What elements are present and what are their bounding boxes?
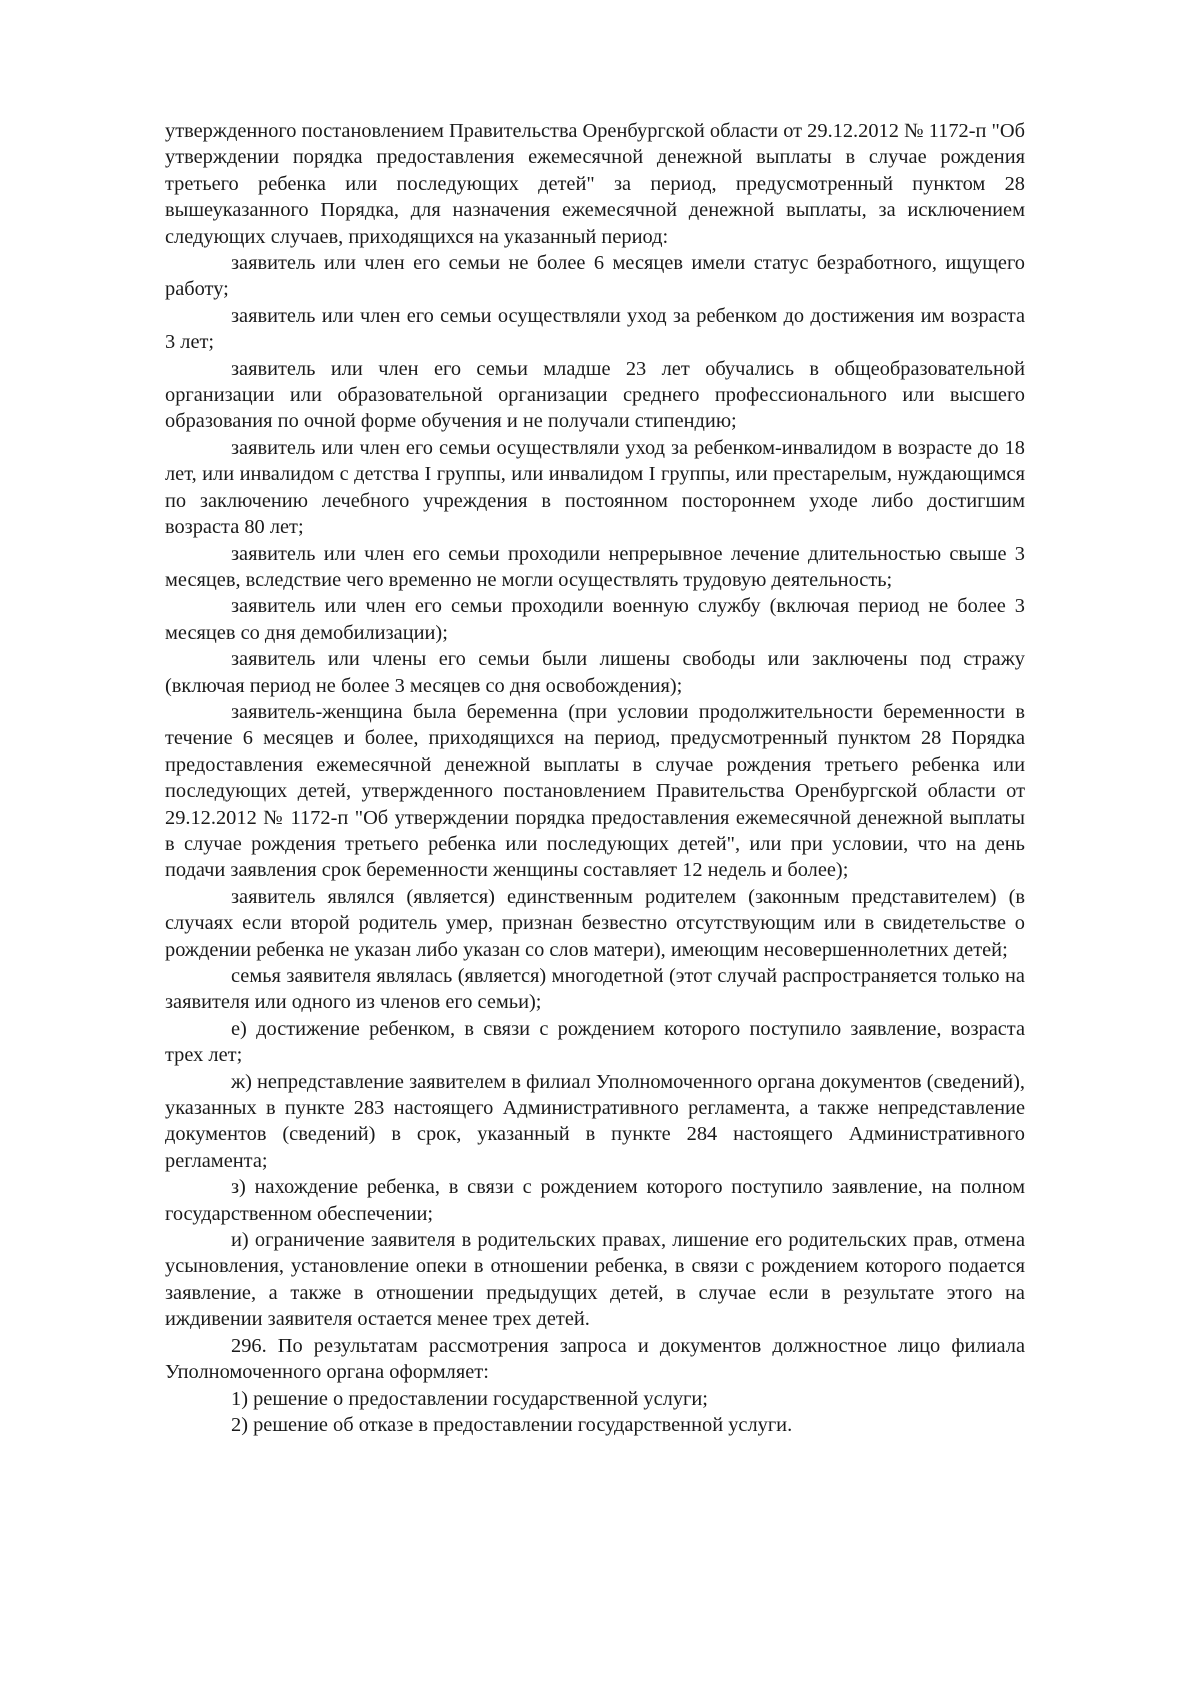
paragraph-students: заявитель или член его семьи младше 23 лет обучались в общеобразовательной организации или образовательной организации среднего профессионального или высшего образования по очной форме обучения и не получали стипендию;: [165, 357, 1025, 433]
paragraph-decision-refusal: 2) решение об отказе в предоставлении государственной услуги.: [231, 1413, 793, 1436]
paragraph-pregnancy: заявитель-женщина была беременна (при условии продолжительности беременности в течение 6 месяцев и более, приходящихся на период, предусмотренный пунктом 28 Порядка предоставления ежемесячной денежной выплаты в случае рождения третьего ребенка или последующих детей, утвержденного постановлением Правительства Оренбургской области от 29.12.2012 № 1172-п "Об утверждении порядка предоставления ежемесячной денежной выплаты в случае рождения третьего ребенка или последующих детей", или при условии, что на день подачи заявления срок беременности женщины составляет 12 недель и более);: [165, 700, 1025, 882]
paragraph-childcare: заявитель или член его семьи осуществляли уход за ребенком до достижения им возраста 3 лет;: [165, 304, 1025, 354]
paragraph-imprisonment: заявитель или члены его семьи были лишены свободы или заключены под стражу (включая период не более 3 месяцев со дня освобождения);: [165, 648, 1025, 697]
document-page: [165, 118, 1025, 1438]
paragraph-item-z: з) нахождение ребенка, в связи с рождением которого поступило заявление, на полном государственном обеспечении;: [165, 1176, 1025, 1225]
paragraph-single-parent: заявитель являлся (является) единственным родителем (законным представителем) (в случаях если второй родитель умер, признан безвестно отсутствующим или в свидетельстве о рождении ребенка не указан либо указан со слов матери), имеющим несовершеннолетних детей;: [165, 885, 1025, 961]
paragraph-large-family: семья заявителя являлась (является) многодетной (этот случай распространяется только на заявителя или одного из членов его семьи);: [165, 965, 1025, 1014]
paragraph-treatment: заявитель или член его семьи проходили непрерывное лечение длительностью свыше 3 месяцев, вследствие чего временно не могли осуществлять трудовую деятельность;: [165, 542, 1025, 591]
paragraph-item-e: е) достижение ребенком, в связи с рождением которого поступило заявление, возраста трех лет;: [165, 1017, 1025, 1067]
paragraph-continuation: утвержденного постановлением Правительства Оренбургской области от 29.12.2012 № 1172-п "Об утверждении порядка предоставления ежемесячной денежной выплаты в случае рождения третьего ребенка или последующих детей" за период, предусмотренный пунктом 28 вышеуказанного Порядка, для назначения ежемесячной денежной выплаты, за исключением следующих случаев, приходящихся на указанный период:: [165, 120, 1025, 248]
paragraph-unemployed: заявитель или член его семьи не более 6 месяцев имели статус безработного, ищущего работу;: [165, 252, 1025, 301]
paragraph-item-zh: ж) непредставление заявителем в филиал Уполномоченного органа документов (сведений), указанных в пункте 283 настоящего Административного регламента, а также непредставление документов (сведений) в срок, указанный в пункте 284 настоящего Административного регламента;: [165, 1070, 1025, 1172]
paragraph-296: 296. По результатам рассмотрения запроса и документов должностное лицо филиала Уполномоченного органа оформляет:: [165, 1334, 1025, 1384]
paragraph-decision-grant: 1) решение о предоставлении государственной услуги;: [231, 1387, 708, 1410]
paragraph-military: заявитель или член его семьи проходили военную службу (включая период не более 3 месяцев со дня демобилизации);: [165, 595, 1025, 644]
paragraph-disabled-care: заявитель или член его семьи осуществляли уход за ребенком-инвалидом в возрасте до 18 лет, или инвалидом с детства I группы, или инвалидом I группы, или престарелым, нуждающимся по заключению лечебного учреждения в постоянном постороннем уходе либо достигшим возраста 80 лет;: [165, 436, 1025, 539]
paragraph-item-i: и) ограничение заявителя в родительских правах, лишение его родительских прав, отмена усыновления, установление опеки в отношении ребенка, в связи с рождением которого подается заявление, а также в отношении предыдущих детей, в случае если в результате этого на иждивении заявителя остается менее трех детей.: [165, 1229, 1025, 1331]
